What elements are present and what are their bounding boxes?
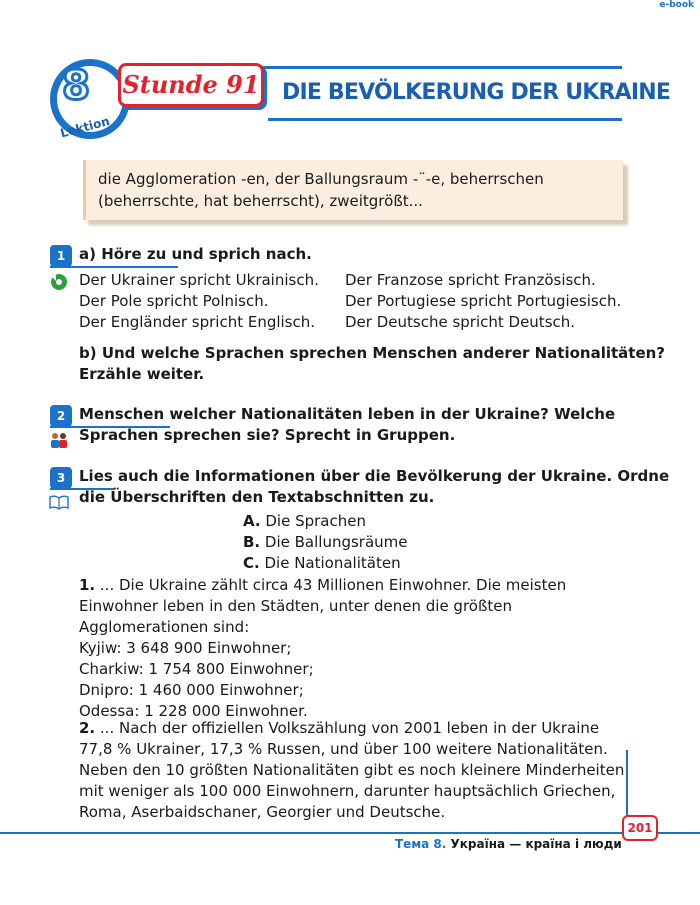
text-section-2 (79, 718, 624, 823)
vocab-line-1: die Agglomeration -en, der Ballungsraum -¨-e, beherrschen (98, 170, 544, 188)
ex2-line-2: Sprachen sprechen sie? Sprecht in Gruppen. (79, 426, 456, 444)
ex3-line-2: die Überschriften den Textabschnitten zu. (79, 488, 435, 506)
list-item: Der Ukrainer spricht Ukrainisch. (79, 271, 319, 289)
exercise-1-number: 1 (50, 245, 72, 267)
page-title: DIE BEVÖLKERUNG DER UKRAINE (282, 80, 671, 105)
exercise-3-instruction (79, 466, 669, 508)
exercise-2-instruction (79, 404, 615, 446)
book-icon (49, 493, 69, 511)
list-item: C. Die Nationalitäten (243, 554, 401, 572)
headings-list (243, 511, 408, 574)
header-line-bottom (268, 118, 622, 121)
stunde-box (118, 63, 264, 107)
p1-line: Odessa: 1 228 000 Einwohner. (79, 702, 308, 720)
ebook-logo: e-book (659, 0, 694, 10)
list-item: Der Franzose spricht Französisch. (345, 271, 596, 289)
badge-label: Lektion (58, 113, 112, 141)
ex2-line-1: Menschen welcher Nationalitäten leben in der Ukraine? Welche (79, 405, 616, 423)
ex1b-line-1: b) Und welche Sprachen sprechen Menschen anderer Nationalitäten? (79, 344, 666, 362)
exercise-1-underline (50, 266, 178, 268)
list-item: B. Die Ballungsräume (243, 533, 408, 551)
ex1-right-col (345, 270, 621, 333)
p2-line: 77,8 % Ukrainer, 17,3 % Russen, und über 100 weitere Nationalitäten. (79, 740, 608, 758)
ex1b-line-2: Erzähle weiter. (79, 365, 205, 383)
exercise-3-number: 3 (50, 467, 72, 489)
exercise-1a-instruction: a) Höre zu und sprich nach. (79, 245, 312, 263)
vocabulary-box (83, 160, 623, 220)
vocab-line-2: (beherrschte, hat beherrscht), zweitgrößt... (98, 192, 423, 210)
list-item: Der Engländer spricht Englisch. (79, 313, 316, 331)
p2-line: Neben den 10 größten Nationalitäten gibt es noch kleinere Minderheiten (79, 761, 625, 779)
audio-cd-icon[interactable] (49, 273, 69, 291)
list-item: Der Deutsche spricht Deutsch. (345, 313, 576, 331)
p1-line: Agglomerationen sind: (79, 618, 250, 636)
text-section-1 (79, 575, 566, 722)
footer-theme: Тема 8. Україна — країна і люди (395, 837, 622, 851)
ex1-left-col (79, 270, 319, 333)
p2-line: mit weniger als 100 000 Einwohnern, darunter hauptsächlich Griechen, (79, 782, 616, 800)
exercise-1b-instruction (79, 343, 665, 385)
badge-number: 8 (62, 63, 90, 109)
ex3-line-1: Lies auch die Informationen über die Bevölkerung der Ukraine. Ordne (79, 467, 670, 485)
p1-line: Kyjiw: 3 648 900 Einwohner; (79, 639, 292, 657)
footer-line (0, 832, 700, 834)
p2-line: Roma, Aserbaidschaner, Georgier und Deutsche. (79, 803, 446, 821)
stunde-label: Stunde 91 (122, 70, 260, 99)
list-item: Der Portugiese spricht Portugiesisch. (345, 292, 622, 310)
page-number: 201 (622, 815, 658, 841)
group-work-icon (49, 431, 69, 449)
p1-line: 1. ... Die Ukraine zählt circa 43 Millionen Einwohner. Die meisten (79, 576, 567, 594)
p2-line: 2. ... Nach der offiziellen Volkszählung von 2001 leben in der Ukraine (79, 719, 600, 737)
exercise-2-number: 2 (50, 405, 72, 427)
p1-line: Charkiw: 1 754 800 Einwohner; (79, 660, 314, 678)
list-item: Der Pole spricht Polnisch. (79, 292, 269, 310)
p1-line: Dnipro: 1 460 000 Einwohner; (79, 681, 304, 699)
p1-line: Einwohner leben in den Städten, unter denen die größten (79, 597, 513, 615)
list-item: A. Die Sprachen (243, 512, 366, 530)
